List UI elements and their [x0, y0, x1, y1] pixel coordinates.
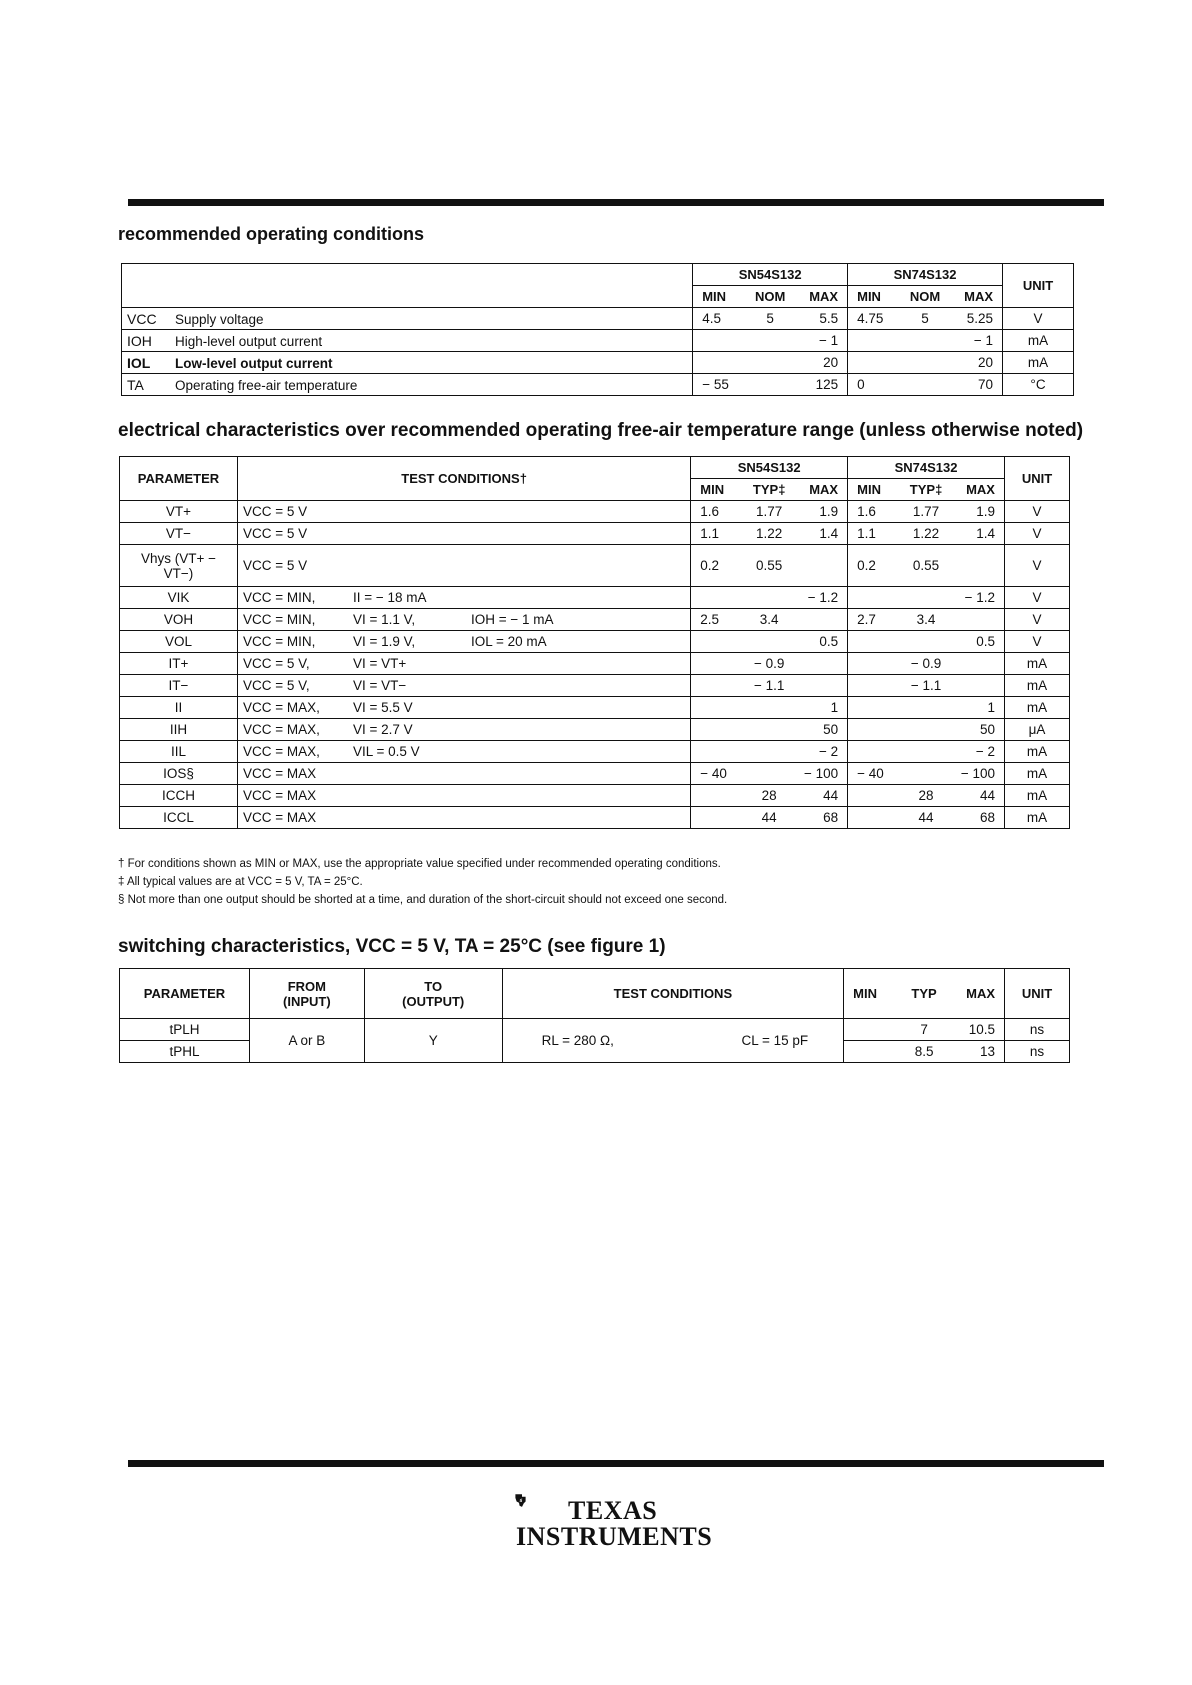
elec-param: VT+ [120, 501, 238, 523]
footnotes [118, 855, 727, 909]
elec-cond-1: VCC = MAX [242, 810, 317, 825]
roc-sub-min: MIN [702, 289, 727, 304]
roc-row [122, 352, 1074, 374]
elec-group2-header: SN74S132 [848, 457, 1005, 479]
elec-val: 0.5 [976, 634, 995, 649]
elec-val: 1.9 [976, 504, 995, 519]
sw-param-header: PARAMETER [120, 969, 250, 1019]
elec-row [120, 587, 1070, 609]
electrical-characteristics-table [119, 456, 1070, 829]
elec-val: − 1.2 [807, 590, 839, 605]
elec-unit: mA [1005, 741, 1070, 763]
sw-from-sub: (INPUT) [283, 993, 331, 1009]
roc-val: 4.5 [702, 311, 721, 326]
elec-val: 1.4 [976, 526, 995, 541]
elec-sub-min: MIN [857, 482, 881, 497]
sw-unit-header: UNIT [1005, 969, 1070, 1019]
roc-description: Low-level output current [175, 355, 333, 371]
roc-val: 20 [823, 355, 839, 370]
roc-sub-nom: NOM [754, 289, 786, 304]
elec-heading: electrical characteristics over recommended operating free-air temperature range (unless otherwise noted) [118, 420, 1084, 441]
elec-param-header: PARAMETER [120, 457, 238, 501]
roc-unit: mA [1003, 352, 1074, 374]
footnote-dagger: † For conditions shown as MIN or MAX, use the appropriate value specified under recommended operating conditions. [118, 858, 721, 870]
sw-cond-cl: CL = 15 pF [741, 1033, 809, 1048]
sw-unit: ns [1005, 1041, 1070, 1063]
roc-symbol: VCC [127, 310, 157, 327]
roc-val: 5 [766, 311, 774, 326]
sw-conditions [502, 1019, 844, 1063]
sw-param: tPLH [120, 1019, 250, 1041]
elec-val: 1 [987, 700, 995, 715]
elec-param: IIH [120, 719, 238, 741]
footnote-double-dagger: ‡ All typical values are at VCC = 5 V, TA = 25°C. [118, 876, 363, 888]
roc-symbol: IOL [127, 354, 151, 371]
elec-cond-2: VI = 1.9 V, [352, 634, 416, 649]
elec-val: 28 [918, 788, 934, 803]
switching-heading: switching characteristics, VCC = 5 V, TA = 25°C (see figure 1) [118, 936, 666, 957]
elec-param: IIL [120, 741, 238, 763]
roc-description: Supply voltage [175, 311, 264, 327]
elec-val: 44 [761, 810, 777, 825]
elec-val: 28 [761, 788, 777, 803]
elec-unit: mA [1005, 653, 1070, 675]
recommended-operating-conditions-table [121, 263, 1074, 396]
elec-unit: mA [1005, 785, 1070, 807]
elec-unit: mA [1005, 697, 1070, 719]
footnote-section: § Not more than one output should be shorted at a time, and duration of the short-circuit should not exceed one second. [118, 894, 728, 906]
elec-val: 1.77 [912, 504, 940, 519]
elec-val: 44 [918, 810, 934, 825]
elec-row [120, 523, 1070, 545]
roc-sub-min: MIN [857, 289, 881, 304]
roc-row [122, 330, 1074, 352]
elec-cond-1: VCC = MAX [242, 766, 317, 781]
elec-cond-1: VCC = 5 V, [242, 656, 310, 671]
ti-logo-icon [513, 1478, 573, 1528]
sw-unit: ns [1005, 1019, 1070, 1041]
elec-row [120, 785, 1070, 807]
elec-param: VT− [120, 523, 238, 545]
sw-max: 10.5 [968, 1022, 995, 1037]
elec-val: − 40 [700, 766, 727, 781]
elec-val: − 1.2 [964, 590, 995, 605]
sw-param: tPHL [120, 1041, 250, 1063]
elec-row [120, 675, 1070, 697]
elec-val: − 100 [960, 766, 995, 781]
elec-param: VOL [120, 631, 238, 653]
elec-cond-1: VCC = 5 V, [242, 678, 310, 693]
roc-group1-header: SN54S132 [693, 264, 848, 286]
roc-val: 5 [921, 311, 929, 326]
elec-val: − 2 [818, 744, 839, 759]
roc-unit-header: UNIT [1003, 264, 1074, 308]
sw-max-header: MAX [966, 986, 995, 1001]
elec-val: 50 [979, 722, 995, 737]
elec-val: 1.1 [857, 526, 876, 541]
roc-blank-header [122, 264, 693, 308]
roc-val: 5.5 [819, 311, 839, 326]
elec-val: 50 [823, 722, 839, 737]
elec-val: 1.77 [756, 504, 783, 519]
roc-unit: °C [1003, 374, 1074, 396]
elec-param: VIK [120, 587, 238, 609]
elec-val: 1.6 [857, 504, 876, 519]
elec-val: 1.9 [819, 504, 839, 519]
elec-row [120, 807, 1070, 829]
elec-val: 3.4 [759, 612, 779, 627]
elec-val: − 100 [803, 766, 839, 781]
elec-val: 0.2 [700, 558, 720, 573]
sw-max: 13 [979, 1044, 995, 1059]
elec-unit: μA [1005, 719, 1070, 741]
elec-val: − 0.9 [910, 656, 942, 671]
roc-row [122, 308, 1074, 330]
elec-val: 0.5 [819, 634, 839, 649]
elec-val: 68 [979, 810, 995, 825]
elec-val: 44 [823, 788, 839, 803]
elec-row [120, 719, 1070, 741]
roc-val: − 55 [702, 377, 729, 392]
elec-val: − 0.9 [753, 656, 785, 671]
elec-param: IT+ [120, 653, 238, 675]
elec-val: 0.55 [912, 558, 940, 573]
elec-cond-2: VI = VT− [352, 678, 407, 693]
elec-val: − 1.1 [910, 678, 942, 693]
elec-row [120, 545, 1070, 587]
logo-text-instruments: INSTRUMENTS [516, 1522, 713, 1551]
sw-to-sub: (OUTPUT) [402, 993, 465, 1009]
roc-sub-max: MAX [964, 289, 994, 304]
elec-unit: V [1005, 523, 1070, 545]
elec-cond-1: VCC = 5 V [242, 504, 308, 519]
elec-row [120, 609, 1070, 631]
elec-sub-typ: TYP‡ [909, 482, 943, 497]
roc-sub-nom: NOM [909, 289, 941, 304]
roc-val: − 1 [973, 333, 994, 348]
elec-val: 3.4 [916, 612, 936, 627]
elec-cond-2: II = − 18 mA [352, 590, 427, 605]
elec-cond-2: VI = 1.1 V, [352, 612, 416, 627]
elec-val: 2.7 [857, 612, 876, 627]
elec-cond-1: VCC = MIN, [242, 634, 316, 649]
roc-val: 0 [857, 377, 865, 392]
elec-cond-2: VIL = 0.5 V [352, 744, 420, 759]
elec-val: 0.55 [756, 558, 783, 573]
sw-from-header: FROM [287, 978, 326, 994]
elec-unit: V [1005, 631, 1070, 653]
roc-val: 70 [977, 377, 994, 392]
elec-cond-1: VCC = MAX, [242, 700, 320, 715]
elec-val: 44 [979, 788, 995, 803]
elec-cond-1: VCC = MIN, [242, 612, 316, 627]
sw-from: A or B [249, 1019, 364, 1063]
elec-param: ICCH [120, 785, 238, 807]
elec-val: 1.22 [912, 526, 940, 541]
elec-val: 1.22 [756, 526, 783, 541]
elec-val: − 1.1 [753, 678, 785, 693]
elec-conditions-header: TEST CONDITIONS† [237, 457, 690, 501]
elec-val: 68 [823, 810, 839, 825]
sw-min-header: MIN [853, 986, 877, 1001]
bottom-rule [128, 1460, 1104, 1467]
elec-cond-1: VCC = MAX, [242, 722, 320, 737]
elec-row [120, 501, 1070, 523]
roc-val: 125 [815, 377, 839, 392]
elec-sub-min: MIN [700, 482, 725, 497]
roc-row [122, 374, 1074, 396]
elec-unit-header: UNIT [1005, 457, 1070, 501]
elec-param: IOS§ [120, 763, 238, 785]
elec-unit: V [1005, 609, 1070, 631]
elec-cond-1: VCC = MAX [242, 788, 317, 803]
svg-text:ti: ti [519, 1499, 523, 1505]
roc-val: 4.75 [857, 311, 884, 326]
elec-unit: mA [1005, 807, 1070, 829]
elec-val: 2.5 [700, 612, 720, 627]
sw-typ: 8.5 [914, 1044, 934, 1059]
elec-param: II [120, 697, 238, 719]
elec-val: 1 [830, 700, 839, 715]
elec-param: Vhys (VT+ − VT−) [120, 545, 238, 587]
elec-cond-3: IOH = − 1 mA [470, 612, 554, 627]
roc-sub-max: MAX [809, 289, 839, 304]
elec-cond-3: IOL = 20 mA [470, 634, 547, 649]
elec-unit: mA [1005, 675, 1070, 697]
elec-cond-2: VI = 2.7 V [352, 722, 413, 737]
logo-text-texas: TEXAS [568, 1496, 658, 1525]
elec-unit: V [1005, 587, 1070, 609]
sw-cond-rl: RL = 280 Ω, [541, 1033, 614, 1048]
elec-cond-1: VCC = MAX, [242, 744, 320, 759]
elec-row [120, 697, 1070, 719]
elec-row [120, 763, 1070, 785]
elec-cond-1: VCC = 5 V [242, 558, 308, 573]
elec-row [120, 653, 1070, 675]
switching-characteristics-table [119, 968, 1070, 1063]
sw-typ-header: TYP [911, 986, 937, 1001]
elec-sub-max: MAX [809, 482, 839, 497]
roc-unit: V [1003, 308, 1074, 330]
sw-to-header: TO [424, 978, 443, 994]
elec-cond-2: VI = 5.5 V [352, 700, 413, 715]
elec-sub-max: MAX [966, 482, 995, 497]
roc-val: 5.25 [966, 311, 994, 326]
roc-unit: mA [1003, 330, 1074, 352]
elec-val: 0.2 [857, 558, 876, 573]
elec-param: VOH [120, 609, 238, 631]
roc-symbol: IOH [127, 332, 152, 349]
elec-cond-1: VCC = 5 V [242, 526, 308, 541]
elec-unit: mA [1005, 763, 1070, 785]
roc-val: 20 [977, 355, 994, 370]
elec-val: − 40 [857, 766, 884, 781]
roc-description: High-level output current [175, 333, 323, 349]
roc-group2-header: SN74S132 [848, 264, 1003, 286]
elec-unit: V [1005, 501, 1070, 523]
elec-unit: V [1005, 545, 1070, 587]
roc-val: − 1 [818, 333, 839, 348]
sw-typ: 7 [920, 1022, 928, 1037]
elec-val: − 2 [975, 744, 995, 759]
elec-row [120, 631, 1070, 653]
elec-val: 1.6 [700, 504, 720, 519]
sw-to: Y [364, 1019, 502, 1063]
elec-param: IT− [120, 675, 238, 697]
roc-description: Operating free-air temperature [175, 377, 358, 393]
elec-cond-1: VCC = MIN, [242, 590, 316, 605]
top-rule [128, 199, 1104, 206]
elec-val: 1.4 [819, 526, 839, 541]
elec-val: 1.1 [700, 526, 720, 541]
roc-heading: recommended operating conditions [118, 224, 425, 244]
sw-conditions-header: TEST CONDITIONS [502, 969, 844, 1019]
roc-symbol: TA [127, 376, 144, 393]
elec-param: ICCL [120, 807, 238, 829]
elec-group1-header: SN54S132 [691, 457, 848, 479]
elec-sub-typ: TYP‡ [752, 482, 786, 497]
elec-cond-2: VI = VT+ [352, 656, 407, 671]
elec-row [120, 741, 1070, 763]
